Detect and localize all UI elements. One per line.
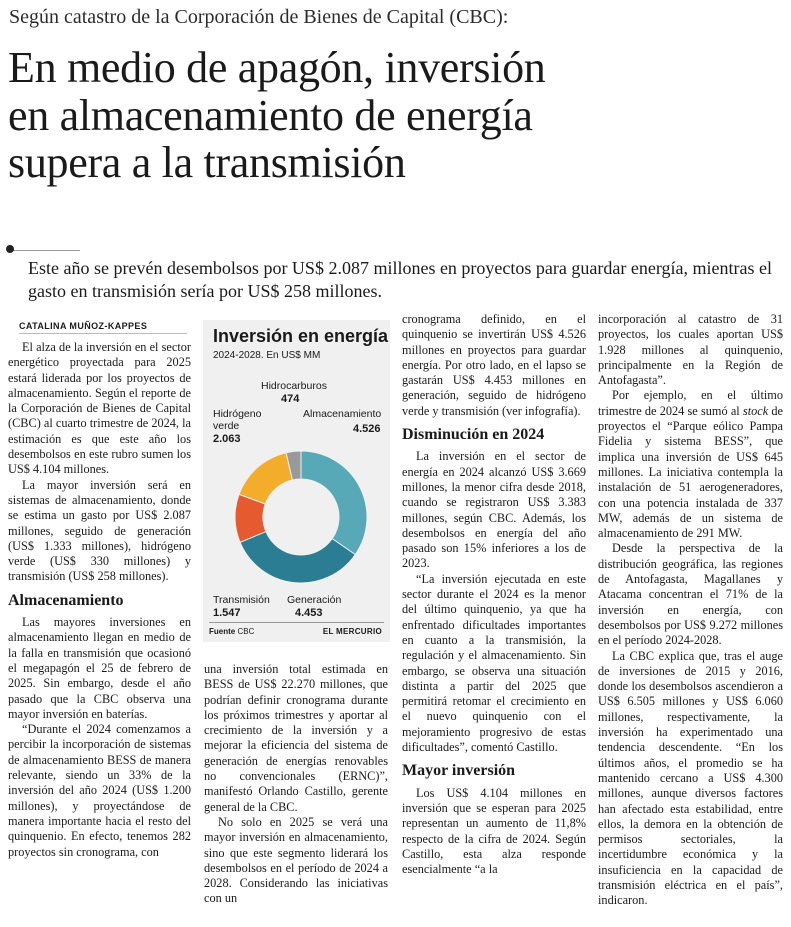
label-hidrocarburos: Hidrocarburos [261,380,327,392]
infographic [203,320,390,642]
article-column-1 [8,340,191,860]
text-span: Por ejemplo, en el último trimestre de 2024 se sumó al [598,388,783,418]
value-hidrocarburos: 474 [281,393,300,405]
value-hidrogeno-verde: 2.063 [213,433,241,445]
headline-line-2: en almacenamiento de energía [8,90,533,140]
paragraph: La mayor inversión será en sistemas de almacenamiento, donde se estima un gasto por US$ 2.087 millones, seguido de generación (US$ 1.333 millones), hidrógeno verde (US$ 330 millones) y transmisión (US$ 258 millones). [8,477,191,584]
source-value: CBC [237,627,255,636]
infographic-subtitle: 2024-2028. En US$ MM [213,350,321,361]
bullet-dot-icon [6,245,14,253]
headline-line-3: supera a la transmisión [8,138,406,188]
paragraph: Las mayores inversiones en almacenamiento llegan en medio de la falla en transmisión que ocasionó el megapagón el 25 de febrero de 2025. Sin embargo, desde el año pasado que la CBC observa una mayor inversión en baterías. [8,615,191,721]
value-generacion: 4.453 [295,607,323,619]
paragraph: La CBC explica que, tras el auge de inversiones de 2015 y 2016, donde los desembolsos ascendieron a US$ 6.505 millones y US$ 6.060 millones, respectivamente, la inversión ha experimentado una tendencia descendente. “En los últimos años, el promedio se ha mantenido cercano a US$ 4.300 millones, aunque diversos factores han afectado esta estabilidad, entre ellos, la demora en la obtención de permisos sectoriales, la incertidumbre económica y la insuficiencia en la capacidad de transmisión eléctrica en el país”, indicaron. [598,648,783,908]
infographic-title: Inversión en energía [213,326,389,346]
paragraph: incorporación al catastro de 31 proyectos, los cuales aportan US$ 1.928 millones al quinquenio, principalmente en la Región de Antofagasta”. [598,312,783,388]
slice-almacenamiento [301,451,367,555]
article-column-2 [204,662,388,907]
deck: Este año se prevén desembolsos por US$ 2.087 millones en proyectos para guardar energía, mientras el gasto en transmisión sería por US$ 258 millones. [28,258,772,302]
paragraph: “La inversión ejecutada en este sector durante el 2024 es la menor del último quinquenio, ya que ha enfrentado dificultades importantes en cuanto a la transmisión, la regulación y el almacenamiento. Sin embargo, se observa una situación distinta a partir del 2025 que permitirá retomar el crecimiento en el nuevo quinquenio con el mejoramiento progresivo de estas dificultades”, comentó Castillo. [402,571,586,755]
label-hidrogeno-2: verde [213,420,240,432]
kicker: Según catastro de la Corporación de Bienes de Capital (CBC): [9,6,509,28]
paragraph [598,388,783,541]
slice-hidrogeno-verde [239,453,292,504]
text-span: de proyectos el “Parque eólico Pampa Fidelia y sistema BESS”, que implica una inversión de US$ 645 millones. La iniciativa contempla la instalación de 51 aerogeneradores, con una potencia instalada de 337 MW, además de un sistema de almacenamiento de 291 MW. [598,403,783,541]
paragraph: cronograma definido, en el quinquenio se invertirán US$ 4.526 millones en proyectos para guardar energía. Por otro lado, en el lapso se gastarán US$ 4.453 millones en generación, seguido de hidrógeno verde y transmisión (ver infografía). [402,312,586,418]
paragraph: El alza de la inversión en el sector energético proyectada para 2025 estará liderada por los proyectos de almacenamiento. Según el reporte de la Corporación de Bienes de Capital (CBC) al cuarto trimestre de 2024, la estimación es que este año los desembolsos en este rubro sumen los US$ 4.104 millones. [8,340,191,477]
value-almacenamiento: 4.526 [353,423,381,435]
label-transmision: Transmisión [213,594,270,606]
paragraph: Desde la perspectiva de la distribución geográfica, las regiones de Antofagasta, Magallanes y Atacama concentran el 71% de la inversión en energía, con desembolsos por US$ 9.272 millones en el período 2024-2028. [598,541,783,648]
label-almacenamiento: Almacenamiento [303,408,382,420]
paragraph: La inversión en el sector de energía en 2024 alcanzó US$ 3.669 millones, la menor cifra desde 2018, cuando se registraron US$ 3.383 millones, según CBC. Además, los desembolsos en energía del año pasado son 15% inferiores a los de 2023. [402,449,586,571]
deck-rule [8,250,80,251]
paragraph: No solo en 2025 se verá una mayor inversión en almacenamiento, sino que este segmento liderará los desembolsos en el período de 2024 a 2028. Considerando las iniciativas con un [204,814,388,906]
paragraph: Los US$ 4.104 millones en inversión que se esperan para 2025 representan un aumento de 11,8% respecto de la cifra de 2024. Según Castillo, esta alza responde esencialmente “a la [402,785,586,877]
article-column-4 [598,312,783,909]
headline [8,44,783,187]
subheading: Mayor inversión [402,762,516,780]
subheading: Disminución en 2024 [402,426,545,444]
infographic-source [209,627,254,636]
subheading: Almacenamiento [8,591,124,609]
emphasis: stock [742,403,769,418]
byline-rule [19,333,187,334]
headline-line-1: En medio de apagón, inversión [8,43,546,92]
infographic-brand: EL MERCURIO [322,627,382,636]
article-column-3 [402,312,586,877]
infographic-rule [209,622,384,623]
label-generacion: Generación [287,594,342,606]
label-hidrogeno-1: Hidrógeno [213,408,262,420]
value-transmision: 1.547 [213,607,241,619]
source-label: Fuente [209,627,236,636]
paragraph: “Durante el 2024 comenzamos a percibir la incorporación de sistemas de almacenamiento BESS de manera relevante, siendo un 33% de la inversión del año 2024 (US$ 1.200 millones), y proyectándose de manera importante hacia el resto del quinquenio. En efecto, tenemos 282 proyectos sin cronograma, con [8,722,191,859]
paragraph: una inversión total estimada en BESS de US$ 22.270 millones, que podrían definir cronograma durante los próximos trimestres y aportar al crecimiento de la inversión y a mejorar la eficiencia del sistema de generación de energías renovables no convencionales (ERNC)”, manifestó Orlando Castillo, gerente general de la CBC. [204,662,388,814]
byline: CATALINA MUÑOZ-KAPPES [19,321,148,331]
